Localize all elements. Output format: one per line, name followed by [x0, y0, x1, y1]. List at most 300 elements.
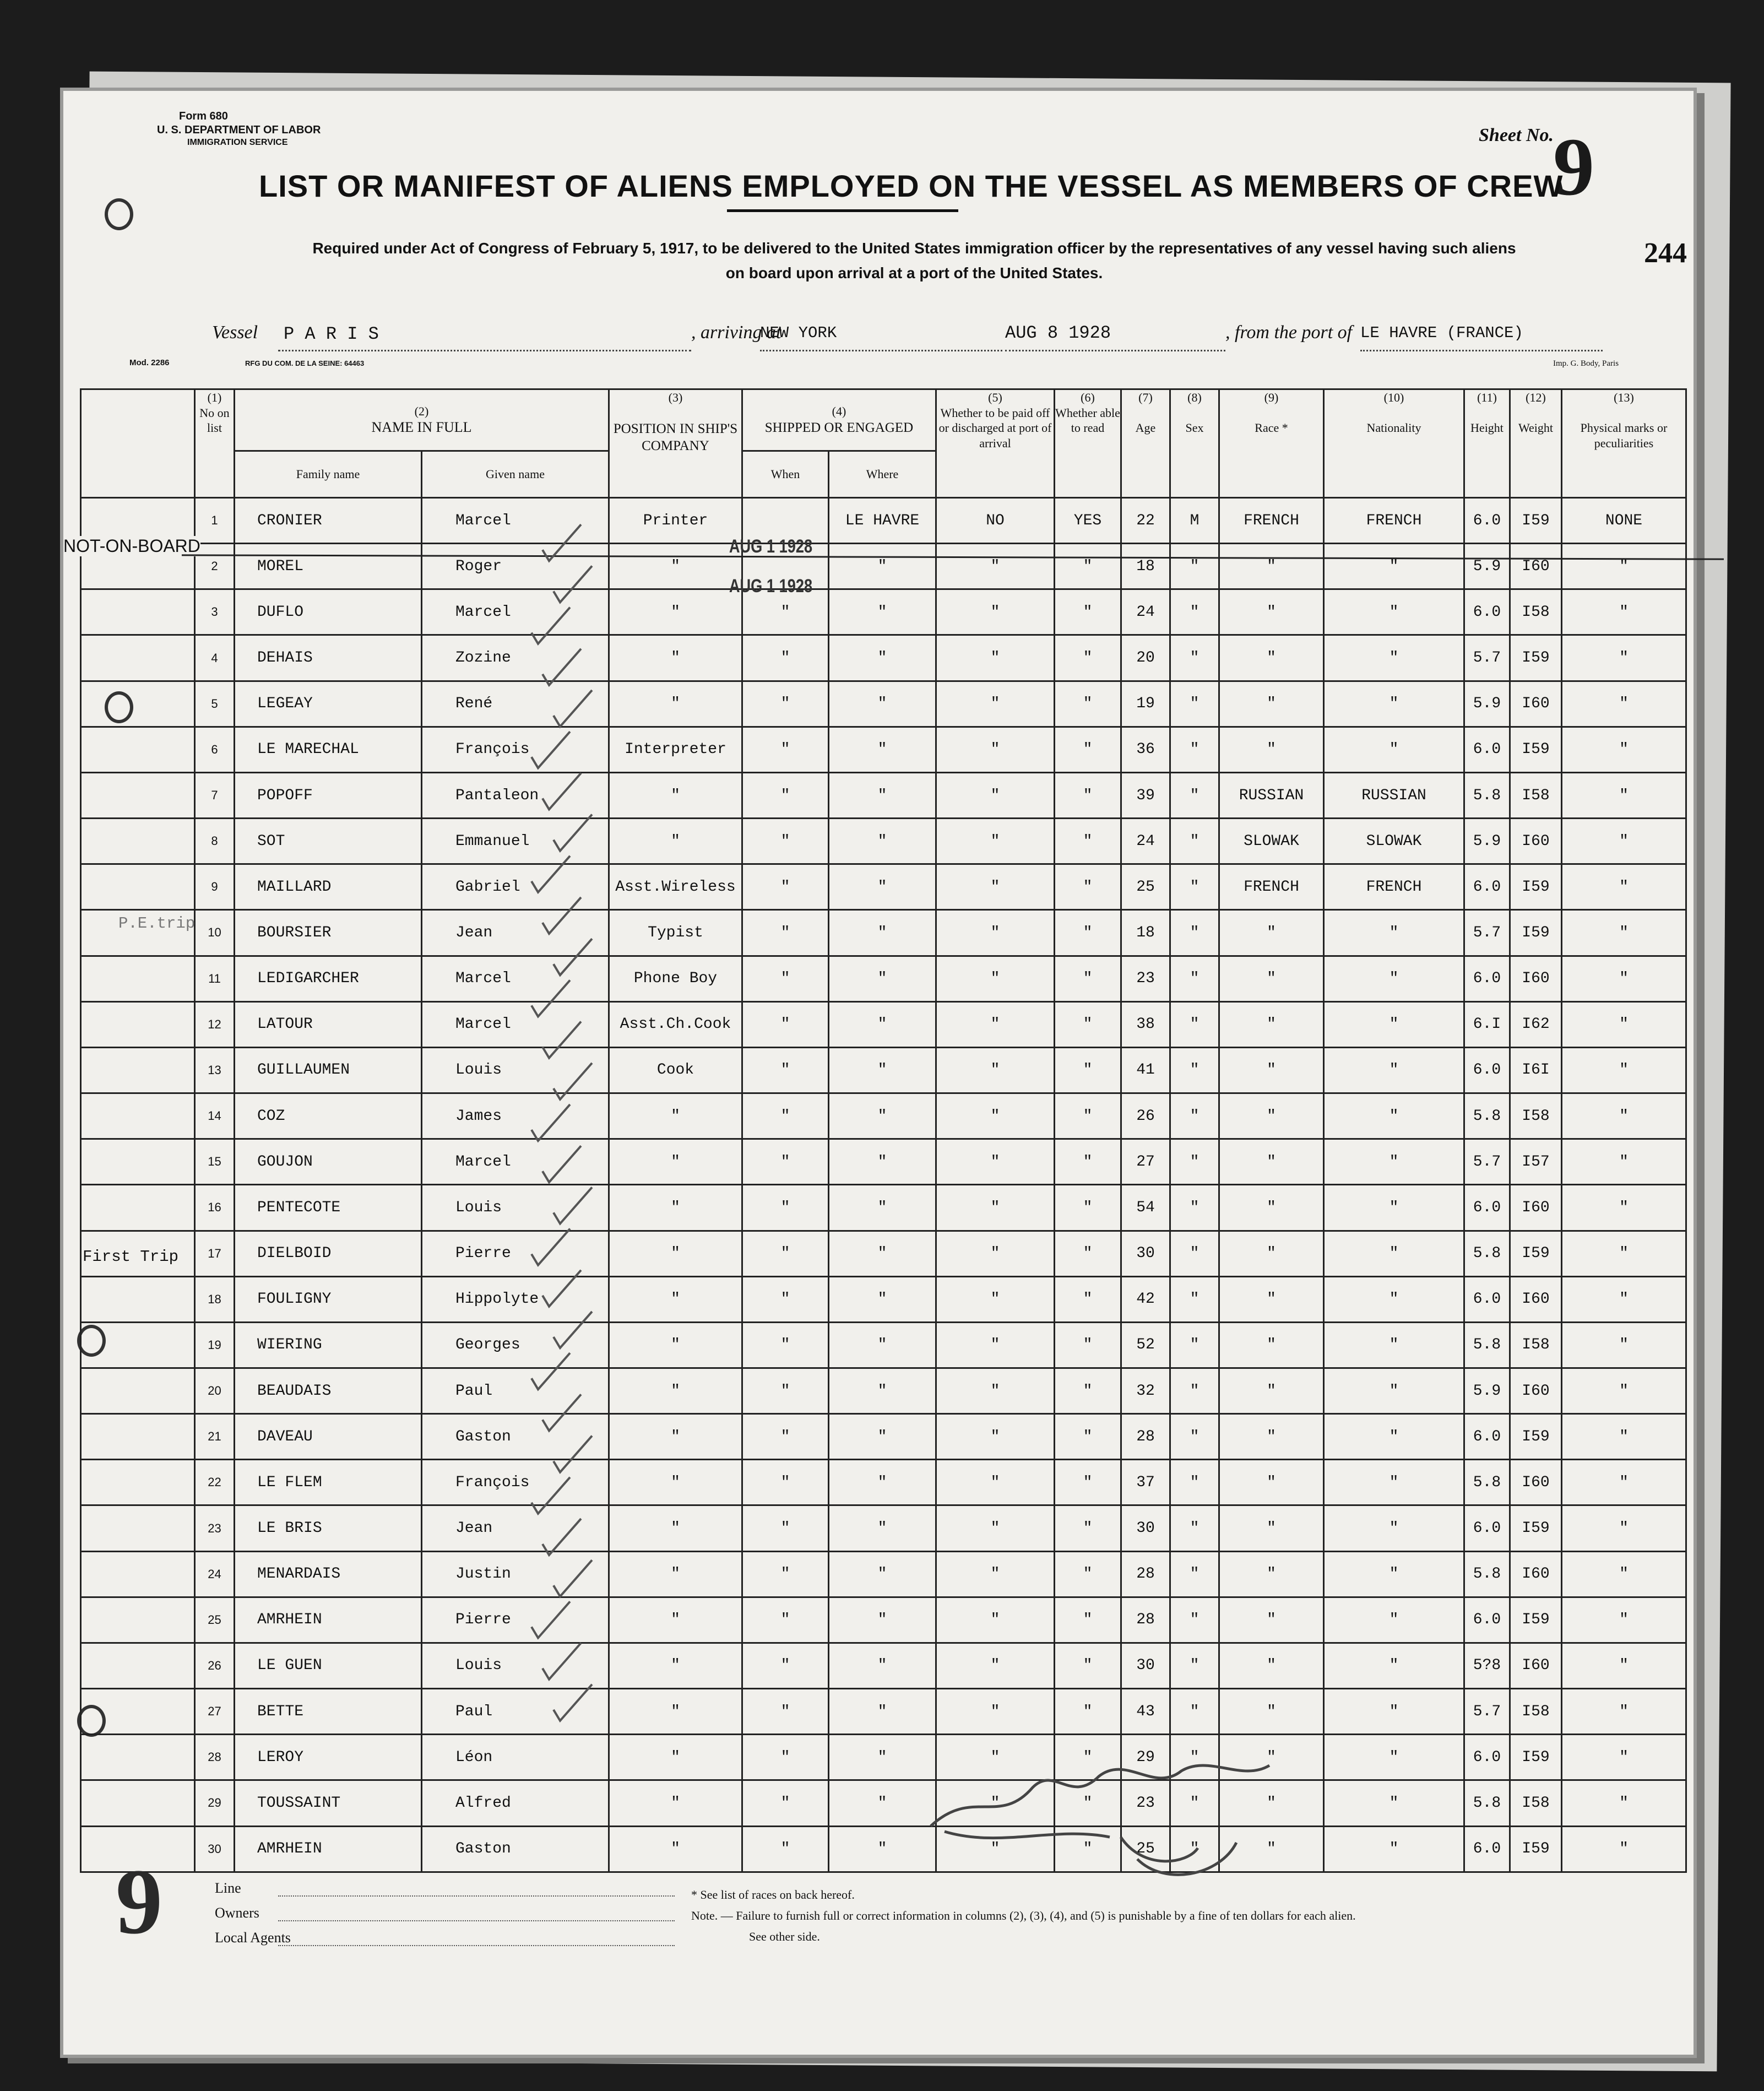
col-6-header: (6) Whether able to read — [1055, 389, 1121, 498]
cell-marks: " — [1562, 1047, 1686, 1093]
cell-position: " — [609, 1643, 742, 1688]
cell-when: " — [742, 1368, 829, 1413]
cell-height: 6.0 — [1464, 1597, 1510, 1643]
cell-no: 12 — [195, 1001, 235, 1047]
cell-marks: " — [1562, 1139, 1686, 1185]
check-mark — [531, 856, 570, 892]
cell-weight: I58 — [1510, 589, 1562, 635]
cell-position: " — [609, 1093, 742, 1139]
cell-family: DEHAIS — [235, 635, 422, 681]
cell-when: " — [742, 1139, 829, 1185]
check-mark — [553, 939, 592, 975]
cell-height: 5.8 — [1464, 772, 1510, 818]
where-header: Where — [829, 451, 936, 498]
cell-marks: " — [1562, 1826, 1686, 1872]
cell-no: 10 — [195, 910, 235, 956]
cell-height: 5.7 — [1464, 635, 1510, 681]
cell-read: YES — [1055, 498, 1121, 544]
not-on-board-note: NOT-ON-BOARD — [63, 536, 200, 556]
cell-no: 17 — [195, 1231, 235, 1276]
cell-marks: " — [1562, 1460, 1686, 1505]
sheet-number-stamp: 9 — [116, 1850, 162, 1953]
cell-family: WIERING — [235, 1322, 422, 1368]
cell-position: " — [609, 544, 742, 589]
cell-where: " — [829, 1093, 936, 1139]
date-stamp: AUG 1 1928 — [729, 536, 813, 557]
cell-paid: " — [936, 1001, 1055, 1047]
cell-weight: I58 — [1510, 1093, 1562, 1139]
cell-sex: " — [1170, 1322, 1219, 1368]
cell-position: " — [609, 635, 742, 681]
col-2-header: (2) NAME IN FULL — [235, 389, 609, 451]
cell-marks: " — [1562, 772, 1686, 818]
cell-given: Marcel — [422, 589, 609, 635]
cell-read: " — [1055, 956, 1121, 1001]
cell-nationality: " — [1324, 1689, 1464, 1735]
cell-sex: " — [1170, 1231, 1219, 1276]
cell-race: " — [1219, 1368, 1324, 1413]
cell-where: " — [829, 1139, 936, 1185]
check-mark — [542, 1146, 581, 1182]
col-4-header: (4) SHIPPED OR ENGAGED — [742, 389, 936, 451]
cell-family: BETTE — [235, 1689, 422, 1735]
cell-where: " — [829, 1551, 936, 1597]
cell-when: " — [742, 1689, 829, 1735]
cell-race: " — [1219, 956, 1324, 1001]
cell-family: MENARDAIS — [235, 1551, 422, 1597]
service: IMMIGRATION SERVICE — [187, 138, 288, 147]
cell-age: 38 — [1121, 1001, 1170, 1047]
cell-read: " — [1055, 1231, 1121, 1276]
cell-family: GOUJON — [235, 1139, 422, 1185]
cell-no: 14 — [195, 1093, 235, 1139]
family-name-header: Family name — [235, 451, 422, 498]
cell-age: 39 — [1121, 772, 1170, 818]
cell-where: " — [829, 1643, 936, 1688]
cell-race: " — [1219, 1322, 1324, 1368]
cell-where: " — [829, 589, 936, 635]
cell-position: " — [609, 772, 742, 818]
cell-paid: " — [936, 1689, 1055, 1735]
cell-given: Marcel — [422, 956, 609, 1001]
cell-marks: " — [1562, 1689, 1686, 1735]
cell-given: Gabriel — [422, 864, 609, 910]
cell-where: " — [829, 772, 936, 818]
cell-when: " — [742, 635, 829, 681]
cell-where: " — [829, 1322, 936, 1368]
cell-marks: " — [1562, 1780, 1686, 1826]
footer-owners-label: Owners — [215, 1905, 259, 1921]
cell-no: 4 — [195, 635, 235, 681]
cell-read: " — [1055, 1276, 1121, 1322]
cell-race: FRENCH — [1219, 498, 1324, 544]
printer: Imp. G. Body, Paris — [1553, 359, 1619, 368]
check-mark — [553, 1560, 592, 1596]
cell-no: 27 — [195, 1689, 235, 1735]
cell-position: " — [609, 1231, 742, 1276]
cell-nationality: " — [1324, 1643, 1464, 1688]
cell-where: " — [829, 1047, 936, 1093]
cell-paid: " — [936, 1322, 1055, 1368]
cell-where: " — [829, 1597, 936, 1643]
cell-age: 26 — [1121, 1093, 1170, 1139]
cell-where: " — [829, 727, 936, 772]
cell-read: " — [1055, 1001, 1121, 1047]
cell-when: " — [742, 864, 829, 910]
cell-paid: " — [936, 772, 1055, 818]
cell-paid: " — [936, 1735, 1055, 1780]
cell-sex: " — [1170, 1093, 1219, 1139]
cell-family: LE BRIS — [235, 1505, 422, 1551]
cell-weight: I58 — [1510, 1322, 1562, 1368]
cell-no: 28 — [195, 1735, 235, 1780]
cell-nationality: " — [1324, 1368, 1464, 1413]
check-mark — [553, 1063, 592, 1099]
cell-marks: " — [1562, 727, 1686, 772]
cell-read: " — [1055, 1643, 1121, 1688]
cell-race: " — [1219, 1185, 1324, 1231]
cell-race: " — [1219, 1139, 1324, 1185]
cell-given: Jean — [422, 1505, 609, 1551]
cell-height: 6.I — [1464, 1001, 1510, 1047]
cell-weight: I60 — [1510, 681, 1562, 727]
cell-given: Gaston — [422, 1826, 609, 1872]
cell-when: " — [742, 1276, 829, 1322]
cell-given: Pierre — [422, 1597, 609, 1643]
cell-position: " — [609, 1780, 742, 1826]
cell-height: 6.0 — [1464, 956, 1510, 1001]
col-5-header: (5) Whether to be paid off or discharged at port of arrival — [936, 389, 1055, 498]
cell-nationality: " — [1324, 1139, 1464, 1185]
cell-race: " — [1219, 1780, 1324, 1826]
cell-race: " — [1219, 589, 1324, 635]
cell-when: " — [742, 819, 829, 864]
cell-read: " — [1055, 1460, 1121, 1505]
cell-family: PENTECOTE — [235, 1185, 422, 1231]
cell-read: " — [1055, 544, 1121, 589]
cell-nationality: " — [1324, 727, 1464, 772]
cell-when: " — [742, 1001, 829, 1047]
cell-sex: " — [1170, 864, 1219, 910]
check-mark — [542, 1022, 581, 1058]
cell-sex: " — [1170, 1276, 1219, 1322]
cell-where: " — [829, 1185, 936, 1231]
cell-nationality: " — [1324, 1460, 1464, 1505]
check-mark — [531, 1353, 570, 1389]
cell-paid: " — [936, 1414, 1055, 1460]
cell-family: FOULIGNY — [235, 1276, 422, 1322]
check-mark — [542, 1394, 581, 1431]
cell-position: " — [609, 589, 742, 635]
cell-when: " — [742, 1551, 829, 1597]
cell-age: 30 — [1121, 1231, 1170, 1276]
cell-race: " — [1219, 1505, 1324, 1551]
cell-no: 29 — [195, 1780, 235, 1826]
cell-age: 42 — [1121, 1276, 1170, 1322]
col-9-header: (9) Race * — [1219, 389, 1324, 498]
cell-when: " — [742, 1414, 829, 1460]
cell-age: 27 — [1121, 1139, 1170, 1185]
cell-age: 18 — [1121, 910, 1170, 956]
check-mark — [531, 608, 570, 644]
cell-age: 24 — [1121, 819, 1170, 864]
cell-paid: " — [936, 1505, 1055, 1551]
cell-marks: " — [1562, 1597, 1686, 1643]
cell-height: 6.0 — [1464, 498, 1510, 544]
when-header: When — [742, 451, 829, 498]
cell-age: 18 — [1121, 544, 1170, 589]
cell-sex: " — [1170, 1689, 1219, 1735]
cell-height: 5.9 — [1464, 681, 1510, 727]
cell-marks: " — [1562, 1735, 1686, 1780]
cell-no: 25 — [195, 1597, 235, 1643]
handwritten-marks — [63, 91, 1694, 2055]
cell-height: 5.8 — [1464, 1093, 1510, 1139]
cell-paid: " — [936, 1597, 1055, 1643]
cell-height: 6.0 — [1464, 589, 1510, 635]
registration: RFG DU COM. DE LA SEINE: 64463 — [245, 359, 365, 367]
cell-when: " — [742, 1185, 829, 1231]
cell-marks: " — [1562, 1093, 1686, 1139]
cell-when: " — [742, 1643, 829, 1688]
cell-sex: " — [1170, 910, 1219, 956]
cell-read: " — [1055, 1322, 1121, 1368]
cell-when: " — [742, 910, 829, 956]
cell-nationality: " — [1324, 910, 1464, 956]
col-10-header: (10) Nationality — [1324, 389, 1464, 498]
cell-age: 28 — [1121, 1597, 1170, 1643]
cell-height: 6.0 — [1464, 1047, 1510, 1093]
cell-sex: " — [1170, 1185, 1219, 1231]
cell-race: " — [1219, 635, 1324, 681]
cell-no: 30 — [195, 1826, 235, 1872]
cell-position: " — [609, 1551, 742, 1597]
cell-weight: I57 — [1510, 1139, 1562, 1185]
check-mark — [542, 649, 581, 685]
cell-age: 52 — [1121, 1322, 1170, 1368]
cell-weight: I60 — [1510, 1460, 1562, 1505]
cell-position: Typist — [609, 910, 742, 956]
cell-marks: " — [1562, 544, 1686, 589]
cell-given: Emmanuel — [422, 819, 609, 864]
cell-family: LATOUR — [235, 1001, 422, 1047]
dotted-line — [278, 1945, 675, 1946]
cell-paid: " — [936, 1231, 1055, 1276]
cell-when: " — [742, 681, 829, 727]
check-mark — [553, 566, 592, 602]
cell-paid: " — [936, 956, 1055, 1001]
form-number: Form 680 — [179, 110, 228, 122]
cell-family: SOT — [235, 819, 422, 864]
cell-age: 41 — [1121, 1047, 1170, 1093]
cell-nationality: " — [1324, 681, 1464, 727]
from-label: , from the port of — [1225, 322, 1353, 343]
cell-weight: I60 — [1510, 1276, 1562, 1322]
cell-height: 5?8 — [1464, 1643, 1510, 1688]
cell-weight: I59 — [1510, 635, 1562, 681]
footer-agents-label: Local Agents — [215, 1930, 291, 1946]
cell-sex: " — [1170, 1597, 1219, 1643]
cell-age: 32 — [1121, 1368, 1170, 1413]
cell-nationality: " — [1324, 1826, 1464, 1872]
cell-sex: " — [1170, 1551, 1219, 1597]
sheet-label: Sheet No. — [1479, 125, 1554, 145]
cell-when: " — [742, 1047, 829, 1093]
cell-age: 25 — [1121, 864, 1170, 910]
cell-read: " — [1055, 727, 1121, 772]
page-title: LIST OR MANIFEST OF ALIENS EMPLOYED ON THE VESSEL AS MEMBERS OF CREW — [259, 169, 1564, 203]
cell-when: " — [742, 1780, 829, 1826]
cell-family: DIELBOID — [235, 1231, 422, 1276]
cell-position: " — [609, 1368, 742, 1413]
col-13-header: (13) Physical marks or peculiarities — [1562, 389, 1686, 498]
cell-when: " — [742, 727, 829, 772]
cell-no: 1 — [195, 498, 235, 544]
cell-weight: I59 — [1510, 1597, 1562, 1643]
cell-paid: " — [936, 1047, 1055, 1093]
cell-race: " — [1219, 1551, 1324, 1597]
cell-race: RUSSIAN — [1219, 772, 1324, 818]
cell-height: 6.0 — [1464, 1276, 1510, 1322]
cell-position: " — [609, 1735, 742, 1780]
cell-when: " — [742, 589, 829, 635]
cell-paid: " — [936, 1276, 1055, 1322]
cell-no: 5 — [195, 681, 235, 727]
cell-weight: I59 — [1510, 1505, 1562, 1551]
check-mark — [542, 1643, 581, 1680]
check-mark — [531, 1104, 570, 1141]
cell-read: " — [1055, 1093, 1121, 1139]
cell-age: 36 — [1121, 727, 1170, 772]
cell-paid: " — [936, 1368, 1055, 1413]
cell-read: " — [1055, 1826, 1121, 1872]
cell-no: 9 — [195, 864, 235, 910]
cell-marks: " — [1562, 1276, 1686, 1322]
cell-read: " — [1055, 1139, 1121, 1185]
cell-read: " — [1055, 1047, 1121, 1093]
cell-height: 5.8 — [1464, 1780, 1510, 1826]
cell-read: " — [1055, 1689, 1121, 1735]
cell-weight: I60 — [1510, 1368, 1562, 1413]
cell-no: 24 — [195, 1551, 235, 1597]
cell-paid: " — [936, 1643, 1055, 1688]
cell-family: MAILLARD — [235, 864, 422, 910]
cell-given: Léon — [422, 1735, 609, 1780]
cell-height: 5.8 — [1464, 1322, 1510, 1368]
cell-read: " — [1055, 1414, 1121, 1460]
cell-where: " — [829, 1689, 936, 1735]
cell-given: Louis — [422, 1185, 609, 1231]
cell-marks: " — [1562, 1185, 1686, 1231]
races-note: * See list of races on back hereof. — [691, 1888, 855, 1902]
cell-no: 15 — [195, 1139, 235, 1185]
arrival-date: AUG 8 1928 — [1005, 323, 1111, 343]
col-12-header: (12) Weight — [1510, 389, 1562, 498]
check-mark — [531, 1601, 570, 1638]
cell-weight: I59 — [1510, 498, 1562, 544]
cell-race: " — [1219, 1643, 1324, 1688]
cell-when: " — [742, 1735, 829, 1780]
check-mark — [553, 690, 592, 727]
cell-nationality: FRENCH — [1324, 498, 1464, 544]
col-11-header: (11) Height — [1464, 389, 1510, 498]
cell-nationality: RUSSIAN — [1324, 772, 1464, 818]
cell-family: AMRHEIN — [235, 1597, 422, 1643]
cell-paid: " — [936, 544, 1055, 589]
cell-age: 30 — [1121, 1505, 1170, 1551]
cell-height: 5.8 — [1464, 1460, 1510, 1505]
cell-marks: " — [1562, 1643, 1686, 1688]
cell-sex: " — [1170, 589, 1219, 635]
cell-height: 6.0 — [1464, 727, 1510, 772]
cell-height: 5.9 — [1464, 544, 1510, 589]
cell-age: 23 — [1121, 1780, 1170, 1826]
cell-paid: " — [936, 910, 1055, 956]
cell-no: 21 — [195, 1414, 235, 1460]
departure-port: LE HAVRE (FRANCE) — [1360, 324, 1523, 342]
cell-family: POPOFF — [235, 772, 422, 818]
cell-family: LE GUEN — [235, 1643, 422, 1688]
cell-read: " — [1055, 635, 1121, 681]
cell-where: " — [829, 1001, 936, 1047]
cell-read: " — [1055, 1597, 1121, 1643]
cell-family: COZ — [235, 1093, 422, 1139]
cell-nationality: " — [1324, 1551, 1464, 1597]
col-8-header: (8) Sex — [1170, 389, 1219, 498]
cell-where: " — [829, 681, 936, 727]
cell-given: François — [422, 1460, 609, 1505]
cell-no: 2 — [195, 544, 235, 589]
cell-position: Asst.Wireless — [609, 864, 742, 910]
cell-nationality: " — [1324, 1276, 1464, 1322]
cell-paid: " — [936, 635, 1055, 681]
check-mark — [542, 1519, 581, 1555]
cell-read: " — [1055, 1551, 1121, 1597]
cell-no: 11 — [195, 956, 235, 1001]
cell-read: " — [1055, 910, 1121, 956]
cell-marks: " — [1562, 1414, 1686, 1460]
penalty-note: Note. — Failure to furnish full or correct information in columns (2), (3), (4), and (5) is punishable by a fine of ten dollars for each alien. — [691, 1909, 1356, 1922]
cell-family: BOURSIER — [235, 910, 422, 956]
col-7-header: (7) Age — [1121, 389, 1170, 498]
cell-family: LEDIGARCHER — [235, 956, 422, 1001]
cell-sex: " — [1170, 1505, 1219, 1551]
cell-position: Phone Boy — [609, 956, 742, 1001]
cell-weight: I59 — [1510, 1826, 1562, 1872]
department: U. S. DEPARTMENT OF LABOR — [157, 124, 321, 136]
cell-given: James — [422, 1093, 609, 1139]
cell-nationality: " — [1324, 1597, 1464, 1643]
cell-race: " — [1219, 1597, 1324, 1643]
cell-position: " — [609, 1139, 742, 1185]
check-mark — [531, 1229, 570, 1265]
cell-read: " — [1055, 1780, 1121, 1826]
cell-where: " — [829, 1231, 936, 1276]
cell-given: Paul — [422, 1368, 609, 1413]
cell-paid: " — [936, 1551, 1055, 1597]
cell-where: " — [829, 1780, 936, 1826]
cell-given: Georges — [422, 1322, 609, 1368]
cell-height: 5.7 — [1464, 1139, 1510, 1185]
cell-race: " — [1219, 1826, 1324, 1872]
cell-height: 6.0 — [1464, 1414, 1510, 1460]
cell-no: 19 — [195, 1322, 235, 1368]
cell-marks: " — [1562, 1322, 1686, 1368]
cell-weight: I58 — [1510, 1780, 1562, 1826]
check-mark — [542, 1270, 581, 1307]
cell-when: " — [742, 1093, 829, 1139]
cell-position: Interpreter — [609, 727, 742, 772]
